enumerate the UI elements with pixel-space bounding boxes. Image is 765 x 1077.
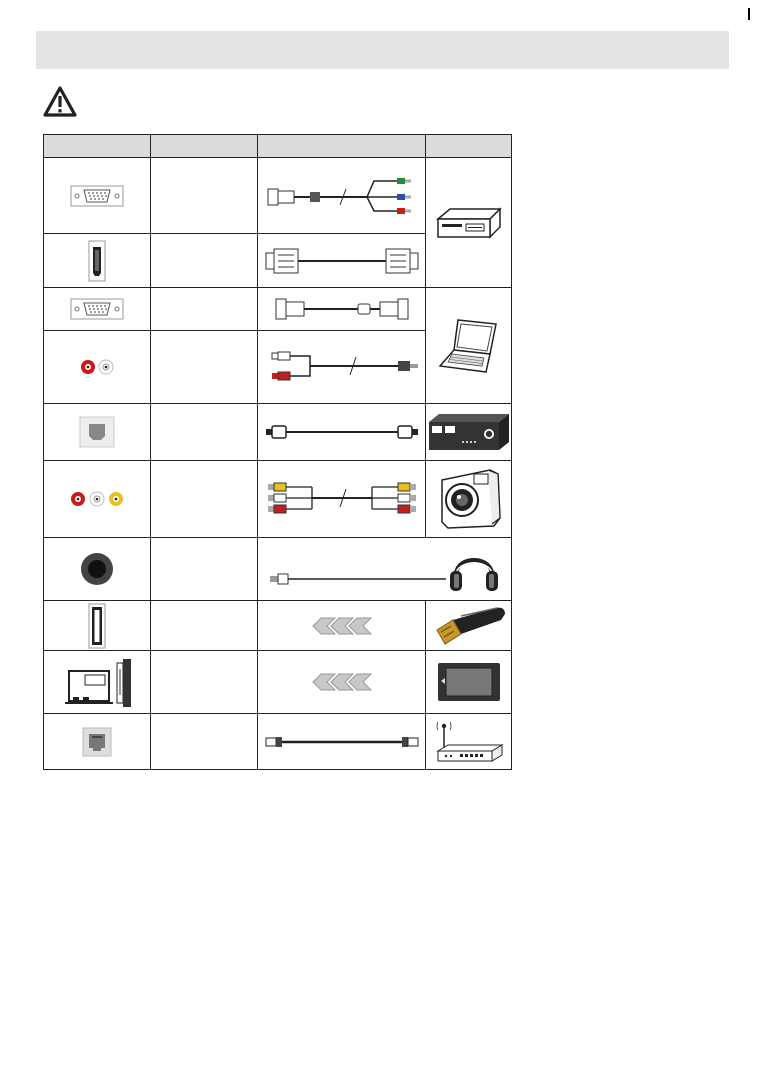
camcorder-icon bbox=[434, 466, 504, 532]
vga-port-icon bbox=[69, 183, 125, 209]
composite-av-port-icon bbox=[67, 488, 127, 510]
connections-table bbox=[43, 134, 512, 770]
ci-slot-icon bbox=[59, 657, 135, 707]
audio-in-port-icon bbox=[77, 356, 117, 378]
headphone-cable-icon bbox=[258, 549, 448, 589]
table-row bbox=[44, 404, 512, 461]
port-cell bbox=[44, 538, 151, 601]
page-corner-mark bbox=[748, 8, 750, 20]
insert-arrows-icon bbox=[309, 616, 375, 636]
table-row bbox=[44, 158, 512, 234]
port-cell bbox=[44, 651, 151, 714]
label-cell bbox=[151, 651, 258, 714]
column-header bbox=[151, 135, 258, 158]
composite-av-cable-icon bbox=[262, 477, 422, 521]
cable-cell bbox=[258, 234, 426, 288]
device-cell bbox=[426, 601, 512, 651]
table-row bbox=[44, 461, 512, 538]
usb-stick-icon bbox=[431, 606, 507, 646]
table-row bbox=[44, 651, 512, 714]
ethernet-cable-icon bbox=[262, 732, 422, 752]
dvd-player-icon bbox=[434, 203, 504, 243]
hdmi-cable-icon bbox=[262, 241, 422, 281]
port-cell bbox=[44, 158, 151, 234]
cable-cell bbox=[258, 714, 426, 770]
headphone-jack-icon bbox=[79, 551, 115, 587]
wireless-router-icon bbox=[434, 719, 504, 765]
port-cell bbox=[44, 234, 151, 288]
cable-cell bbox=[258, 288, 426, 331]
hdmi-port-icon bbox=[87, 239, 107, 283]
vga-cable-icon bbox=[262, 292, 422, 326]
section-header-bar bbox=[36, 31, 729, 69]
port-cell bbox=[44, 331, 151, 404]
cable-cell bbox=[258, 331, 426, 404]
laptop-icon bbox=[436, 316, 502, 376]
cable-cell bbox=[258, 461, 426, 538]
audio-amplifier-icon bbox=[427, 412, 511, 452]
label-cell bbox=[151, 158, 258, 234]
table-row bbox=[44, 601, 512, 651]
label-cell bbox=[151, 331, 258, 404]
vga-to-component-cable-icon bbox=[262, 171, 422, 221]
device-cell bbox=[426, 461, 512, 538]
usb-port-icon bbox=[88, 603, 106, 649]
cable-cell bbox=[258, 651, 426, 714]
cable-cell bbox=[258, 601, 426, 651]
label-cell bbox=[151, 601, 258, 651]
port-cell bbox=[44, 714, 151, 770]
table-row bbox=[44, 714, 512, 770]
label-cell bbox=[151, 234, 258, 288]
insert-arrows-icon bbox=[309, 672, 375, 692]
column-header bbox=[426, 135, 512, 158]
vga-port-icon bbox=[69, 296, 125, 322]
port-cell bbox=[44, 601, 151, 651]
optical-spdif-port-icon bbox=[79, 416, 115, 448]
port-cell bbox=[44, 288, 151, 331]
port-cell bbox=[44, 404, 151, 461]
warning-triangle-icon bbox=[42, 85, 78, 119]
device-cell bbox=[426, 288, 512, 404]
column-header bbox=[44, 135, 151, 158]
port-cell bbox=[44, 461, 151, 538]
cable-device-cell bbox=[258, 538, 512, 601]
table-header-row bbox=[44, 135, 512, 158]
label-cell bbox=[151, 404, 258, 461]
device-cell bbox=[426, 158, 512, 288]
label-cell bbox=[151, 288, 258, 331]
ci-cam-module-icon bbox=[436, 661, 502, 703]
cable-cell bbox=[258, 404, 426, 461]
optical-cable-icon bbox=[262, 422, 422, 442]
audio-rca-to-minijack-cable-icon bbox=[262, 347, 422, 387]
headphones-icon bbox=[448, 545, 500, 593]
cable-cell bbox=[258, 158, 426, 234]
ethernet-port-icon bbox=[82, 727, 112, 757]
label-cell bbox=[151, 461, 258, 538]
table-row bbox=[44, 288, 512, 331]
device-cell bbox=[426, 404, 512, 461]
label-cell bbox=[151, 714, 258, 770]
table-row bbox=[44, 538, 512, 601]
device-cell bbox=[426, 714, 512, 770]
column-header bbox=[258, 135, 426, 158]
label-cell bbox=[151, 538, 258, 601]
device-cell bbox=[426, 651, 512, 714]
